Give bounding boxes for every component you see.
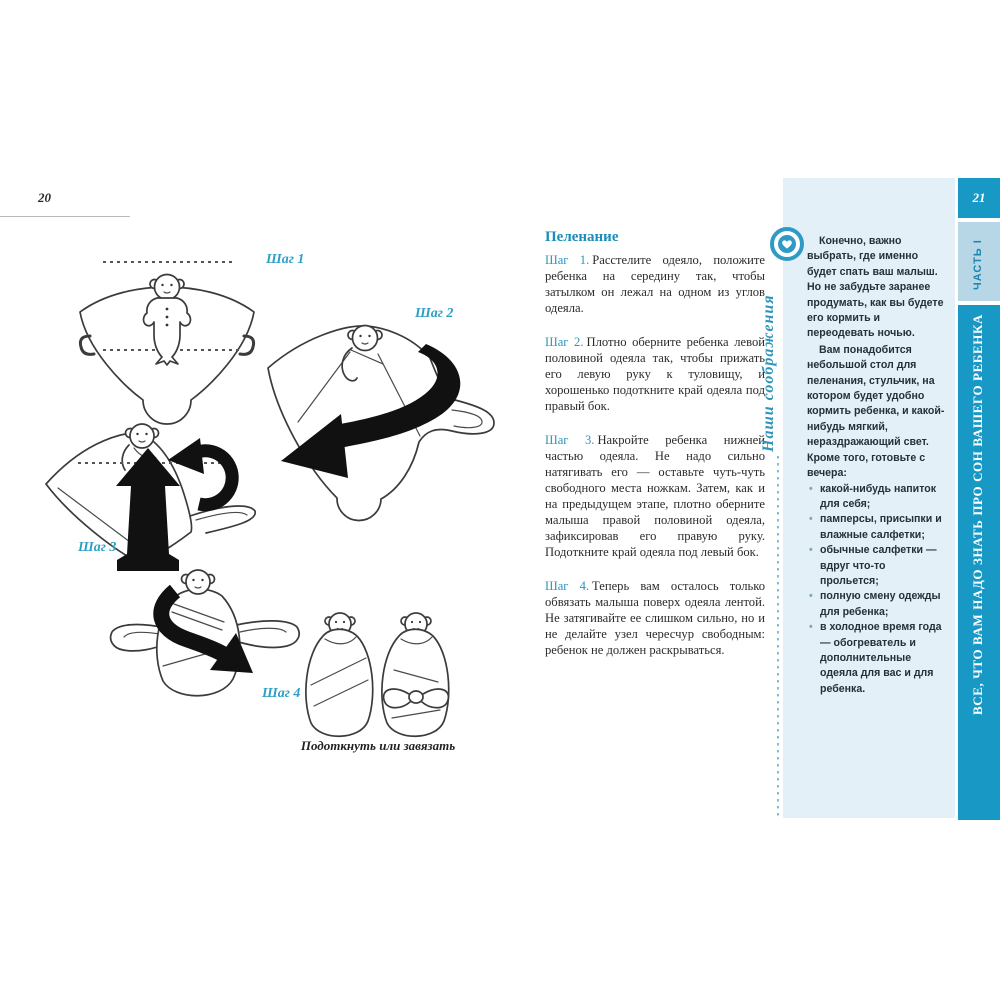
bow-knot <box>409 691 423 703</box>
bow-left-loop <box>384 689 410 708</box>
step4-paragraph <box>545 578 765 658</box>
page-number-rule <box>0 216 130 217</box>
step3-paragraph <box>545 432 765 560</box>
tips-paragraph: Вам понадобится небольшой стол для пеленания, стульчик, на котором будет удобно кормить ребенка, и какой-нибудь мягкий, нераздражающий свет. Кроме того, готовьте с вечера: <box>807 343 945 480</box>
diagram-step2 <box>268 326 494 521</box>
section-heading: Пеленание <box>545 229 619 245</box>
diagram-caption: Подоткнуть или завязать <box>300 738 456 753</box>
tips-bullet: • памперсы, присыпки и влажные салфетки; <box>807 512 946 543</box>
right-page-number-box <box>958 178 1000 218</box>
diagram-step1 <box>80 262 254 424</box>
tips-bullet: • какой-нибудь напиток для себя; <box>807 482 946 513</box>
part-label: ЧАСТЬ I <box>972 239 984 290</box>
step1-paragraph <box>545 252 765 316</box>
step4-text: Теперь вам осталось только обвязать малыша поверх одеяла лентой. Не затягивайте ее слишком сильно, но и не делайте узел чересчур свободным: ребенок не должен раскрываться. <box>545 579 766 657</box>
swaddled-baby-tucked <box>306 613 373 736</box>
step1-text: Расстелите одеяло, положите ребенка на середину так, чтобы затылком он лежал на одном из углов одеяла. <box>545 253 765 315</box>
left-page-number: 20 <box>38 190 51 205</box>
bow-right-loop <box>422 689 448 708</box>
tips-paragraph: Конечно, важно выбрать, где именно будет спать ваш малыш. Но не забудьте заранее продумать, как вы будете его кормить и переодевать ночью. <box>807 235 944 340</box>
tips-bullet: • в холодное время года — обогреватель и дополнительные одеяла для вас и для ребенка. <box>807 620 946 697</box>
tips-bullet: • обычные салфетки — вдруг что-то прольется; <box>807 543 946 589</box>
tips-bullet: • полную смену одежды для ребенка; <box>807 589 946 620</box>
step1-label: Шаг 1 <box>266 252 305 267</box>
sidebar-vertical-label: Наши соображения <box>760 294 777 452</box>
step3-text: Накройте ребенка нижней частью одеяла. Не надо сильно натягивать его — оставьте чуть-чуть свободного места ножкам. Затем, как и на предыдущем этапе, плотно оберните малыша правой половиной одеяла, зафиксировав его правую руку. Подоткните край одеяла под левый бок. <box>545 433 765 559</box>
step4-lead: Шаг 4. <box>545 579 590 593</box>
step2-paragraph <box>545 334 765 414</box>
book-title-strip <box>958 305 1000 820</box>
step2-lead: Шаг 2. <box>545 335 584 349</box>
heart-badge <box>770 227 804 261</box>
step2-label: Шаг 2 <box>415 306 454 321</box>
tips-content <box>807 234 946 697</box>
right-page-number: 21 <box>972 190 986 205</box>
step3-label: Шаг 3 <box>78 540 117 555</box>
step3-lead: Шаг 3. <box>545 433 595 447</box>
tips-sidebar <box>783 178 955 818</box>
main-text-column <box>545 229 765 676</box>
swaddled-baby-tied <box>382 613 449 736</box>
book-title: ВСЕ, ЧТО ВАМ НАДО ЗНАТЬ ПРО СОН ВАШЕГО РЕБЕНКА <box>970 313 985 715</box>
step1-lead: Шаг 1. <box>545 253 590 267</box>
part-tab <box>958 222 1000 301</box>
step2-text: Плотно оберните ребенка левой половиной одеяла так, чтобы прижать его левую руку к туловищу, и хорошенько подоткните край одеяла под правый бок. <box>545 335 765 413</box>
dotted-divider <box>777 456 779 820</box>
step4-label: Шаг 4 <box>262 686 301 701</box>
diagram-step4 <box>111 570 300 696</box>
heart-icon <box>778 235 796 253</box>
